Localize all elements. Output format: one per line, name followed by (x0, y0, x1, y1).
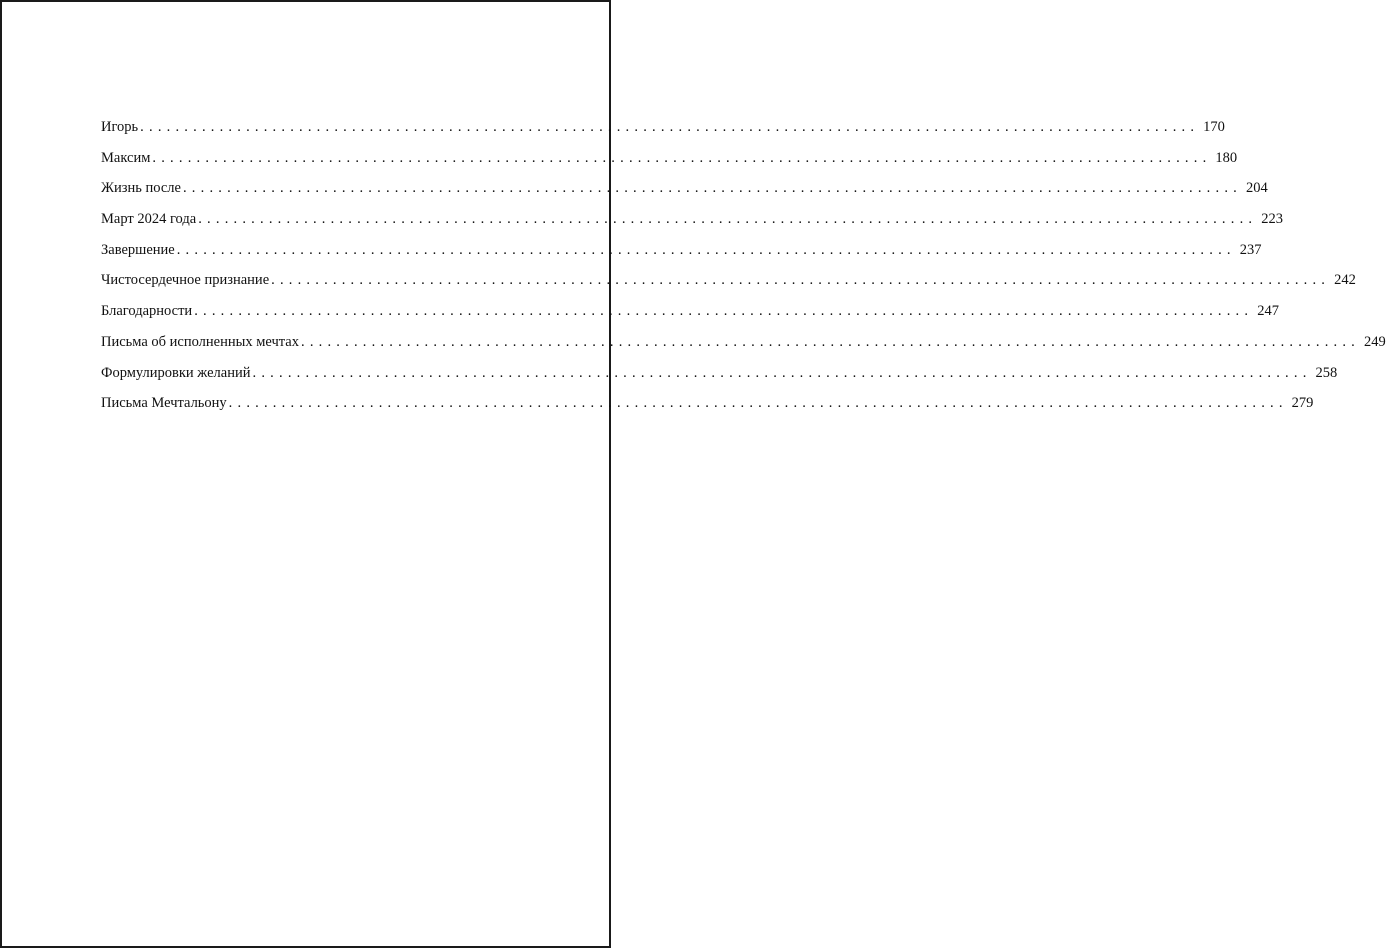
toc-entry-page: 242 (1334, 272, 1356, 289)
toc-entry (101, 395, 1314, 426)
toc-entry-title: Письма Мечтальону (101, 395, 227, 412)
table-of-contents (101, 119, 1386, 426)
toc-entry-page: 237 (1239, 241, 1262, 258)
toc-dot-leader: ........................................................................................................................ (271, 272, 1331, 289)
toc-entry-page: 180 (1215, 149, 1238, 166)
toc-entry-title: Чистосердечное признание (101, 272, 270, 289)
toc-entry-title: Март 2024 года (101, 211, 197, 228)
toc-entry (101, 180, 1268, 211)
toc-entry-page: 279 (1291, 395, 1314, 412)
toc-entry (101, 333, 1386, 365)
toc-entry-page: 247 (1257, 303, 1279, 320)
toc-dot-leader: ........................................................................................................................ (140, 119, 1200, 135)
toc-dot-leader: ........................................................................................................................ (228, 395, 1288, 412)
toc-dot-leader: ........................................................................................................................ (176, 241, 1236, 258)
toc-entry (101, 303, 1279, 334)
toc-entry-title: Благодарности (101, 303, 193, 320)
toc-dot-leader: ........................................................................................................................ (182, 180, 1242, 197)
toc-entry (101, 241, 1262, 273)
toc-entry (101, 149, 1238, 181)
toc-entry-title: Максим (101, 149, 151, 166)
toc-dot-leader: ........................................................................................................................ (252, 364, 1312, 381)
toc-entry-page: 223 (1261, 211, 1283, 228)
toc-entry (101, 211, 1283, 242)
toc-entry-page: 204 (1245, 180, 1268, 197)
toc-dot-leader: ........................................................................................................................ (194, 303, 1254, 320)
toc-entry (101, 119, 1225, 150)
toc-entry-page: 170 (1203, 119, 1225, 135)
toc-entry-title: Письма об исполненных мечтах (101, 333, 299, 350)
toc-entry (101, 272, 1356, 303)
toc-entry (101, 364, 1338, 396)
toc-entry-page: 249 (1364, 333, 1386, 350)
toc-entry-title: Формулировки желаний (101, 364, 251, 381)
toc-entry-page: 258 (1315, 364, 1338, 381)
toc-entry-title: Жизнь после (101, 180, 181, 197)
toc-entry-title: Завершение (101, 241, 175, 258)
toc-dot-leader: ........................................................................................................................ (198, 211, 1258, 228)
toc-dot-leader: ........................................................................................................................ (301, 333, 1360, 350)
toc-entry-title: Игорь (101, 119, 139, 135)
toc-dot-leader: ........................................................................................................................ (152, 149, 1212, 166)
